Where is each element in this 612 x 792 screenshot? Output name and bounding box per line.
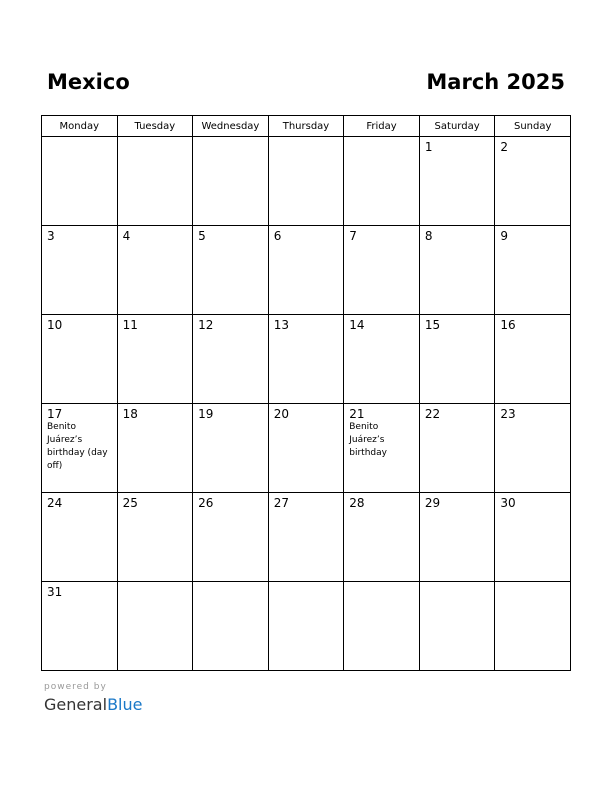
weekday-tuesday: Tuesday xyxy=(117,116,193,137)
empty-day-cell xyxy=(344,137,420,226)
empty-day-cell xyxy=(193,582,269,671)
day-number: 7 xyxy=(349,229,357,243)
powered-by-label: powered by xyxy=(44,682,107,692)
day-number: 5 xyxy=(198,229,206,243)
day-number: 2 xyxy=(500,140,509,154)
empty-day-cell xyxy=(495,582,571,671)
day-number: 31 xyxy=(47,585,63,599)
day-cell xyxy=(419,226,495,315)
day-number: 3 xyxy=(47,229,55,243)
empty-day-cell xyxy=(117,137,193,226)
day-cell xyxy=(117,404,193,493)
empty-day-cell xyxy=(193,137,269,226)
day-number: 23 xyxy=(500,407,516,421)
day-number: 24 xyxy=(47,496,63,510)
day-number: 11 xyxy=(122,318,138,332)
weekday-sunday: Sunday xyxy=(495,116,571,137)
day-cell xyxy=(42,404,118,493)
week-row xyxy=(42,226,571,315)
day-cell xyxy=(419,493,495,582)
day-number: 29 xyxy=(424,496,441,510)
week-row xyxy=(42,137,571,226)
day-cell xyxy=(268,493,344,582)
day-cell xyxy=(193,404,269,493)
footer-branding xyxy=(44,682,142,714)
day-number: 28 xyxy=(349,496,365,510)
weekday-monday: Monday xyxy=(42,116,118,137)
day-cell xyxy=(193,315,269,404)
week-row xyxy=(42,404,571,493)
day-number: 14 xyxy=(349,318,365,332)
day-number: 4 xyxy=(122,229,131,243)
day-number: 25 xyxy=(122,496,138,510)
day-number: 18 xyxy=(122,407,138,421)
calendar-grid xyxy=(41,115,571,671)
day-cell xyxy=(268,404,344,493)
day-number: 10 xyxy=(47,318,63,332)
day-cell xyxy=(344,315,420,404)
month-title: March 2025 xyxy=(426,70,565,94)
weekday-friday: Friday xyxy=(344,116,420,137)
holiday-label: Benito Juárez’s birthday xyxy=(349,422,387,458)
weekday-wednesday: Wednesday xyxy=(193,116,269,137)
day-number: 26 xyxy=(198,496,214,510)
day-number: 17 xyxy=(47,407,63,421)
day-number: 15 xyxy=(424,318,441,332)
weekday-saturday: Saturday xyxy=(419,116,495,137)
day-cell xyxy=(495,404,571,493)
day-number: 22 xyxy=(424,407,441,421)
day-number: 21 xyxy=(349,407,365,421)
empty-day-cell xyxy=(419,582,495,671)
generalblue-logo[interactable] xyxy=(44,695,142,714)
day-cell xyxy=(419,315,495,404)
day-cell xyxy=(344,226,420,315)
week-row xyxy=(42,315,571,404)
day-number: 20 xyxy=(273,407,289,421)
day-number: 8 xyxy=(424,229,433,243)
day-cell xyxy=(495,493,571,582)
day-cell xyxy=(117,226,193,315)
day-cell xyxy=(495,315,571,404)
day-cell xyxy=(42,582,118,671)
day-number: 13 xyxy=(273,318,289,332)
empty-day-cell xyxy=(268,582,344,671)
empty-day-cell xyxy=(42,137,118,226)
country-title: Mexico xyxy=(47,70,130,94)
day-cell xyxy=(117,315,193,404)
day-cell xyxy=(193,226,269,315)
day-cell xyxy=(419,137,495,226)
day-cell xyxy=(268,226,344,315)
weekday-thursday: Thursday xyxy=(268,116,344,137)
day-cell xyxy=(344,404,420,493)
day-cell xyxy=(42,226,118,315)
day-number: 9 xyxy=(500,229,509,243)
brand-blue: Blue xyxy=(107,695,143,714)
day-cell xyxy=(344,493,420,582)
day-number: 6 xyxy=(273,229,282,243)
day-number: 27 xyxy=(273,496,289,510)
day-number: 16 xyxy=(500,318,516,332)
day-cell xyxy=(419,404,495,493)
empty-day-cell xyxy=(344,582,420,671)
week-row xyxy=(42,493,571,582)
day-cell xyxy=(495,226,571,315)
holiday-label: Benito Juárez’s birthday (day off) xyxy=(47,422,108,471)
day-cell xyxy=(495,137,571,226)
weekday-header-row xyxy=(42,116,571,137)
day-number: 19 xyxy=(198,407,214,421)
day-cell xyxy=(42,315,118,404)
empty-day-cell xyxy=(117,582,193,671)
brand-general: General xyxy=(44,695,108,714)
week-row xyxy=(42,582,571,671)
day-number: 1 xyxy=(424,140,433,154)
day-cell xyxy=(268,315,344,404)
day-cell xyxy=(117,493,193,582)
day-cell xyxy=(193,493,269,582)
day-number: 12 xyxy=(198,318,214,332)
empty-day-cell xyxy=(268,137,344,226)
day-number: 30 xyxy=(500,496,516,510)
day-cell xyxy=(42,493,118,582)
